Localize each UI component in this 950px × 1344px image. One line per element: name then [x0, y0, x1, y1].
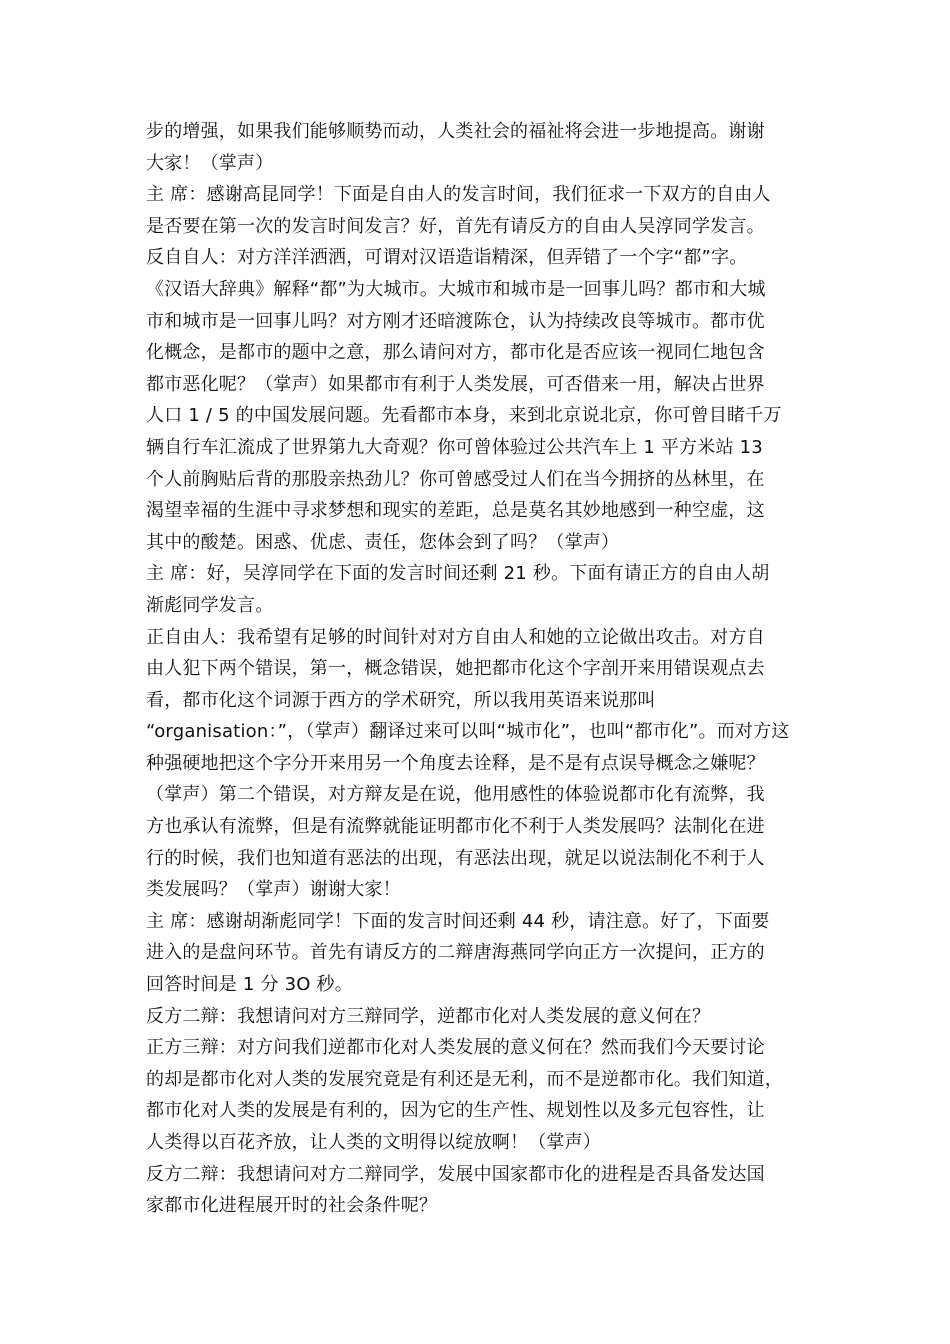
text-line: 大家！（掌声）: [146, 152, 274, 174]
text-line: 家都市化进程展开时的社会条件呢？: [146, 1195, 438, 1217]
text-line: 由人犯下两个错误，第一，概念错误，她把都市化这个字剖开来用错误观点去: [146, 658, 765, 680]
text-line: 是否要在第一次的发言时间发言？好，首先有请反方的自由人吴淳同学发言。: [146, 215, 765, 237]
text-line: 反方二辩：我想请问对方三辩同学，逆都市化对人类发展的意义何在？: [146, 1005, 711, 1027]
text-line: 市和城市是一回事儿吗？对方刚才还暗渡陈仓，认为持续改良等城市。都市优: [146, 310, 765, 332]
text-line: 《汉语大辞典》解释“都”为大城市。大城市和城市是一回事儿吗？都市和大城: [146, 278, 766, 300]
text-line: 行的时候，我们也知道有恶法的出现，有恶法出现，就足以说法制化不利于人: [146, 847, 765, 869]
text-line: 主 席：感谢高昆同学！下面是自由人的发言时间，我们征求一下双方的自由人: [146, 184, 771, 206]
debate-transcript: [146, 116, 826, 1222]
text-line: 人类得以百花齐放，让人类的文明得以绽放啊！（掌声）: [146, 1132, 601, 1153]
text-line: 人口 1 / 5 的中国发展问题。先看都市本身，来到北京说北京，你可曾目睹千万: [146, 405, 782, 427]
text-line: 正自由人：我希望有足够的时间针对对方自由人和她的立论做出攻击。对方自: [146, 626, 765, 648]
text-line: 回答时间是 1 分 3O 秒。: [146, 974, 353, 996]
text-line: 的却是都市化对人类的发展究竟是有利还是无利，而不是逆都市化。我们知道，: [146, 1068, 783, 1090]
text-line: 步的增强，如果我们能够顺势而动，人类社会的福祉将会进一步地提高。谢谢: [146, 121, 765, 142]
text-line: 类发展吗？（掌声）谢谢大家！: [146, 879, 401, 901]
text-line: 反方二辩：我想请问对方二辩同学，发展中国家都市化的进程是否具备发达国: [146, 1163, 765, 1185]
text-line: 个人前胸贴后背的那股亲热劲儿？你可曾感受过人们在当今拥挤的丛林里，在: [146, 468, 765, 490]
text-line: 进入的是盘问环节。首先有请反方的二辩唐海燕同学向正方一次提问，正方的: [146, 942, 765, 964]
text-line: 其中的酸楚。困惑、优虑、责任，您体会到了吗？（掌声）: [146, 531, 620, 553]
text-line: “organisation：”，（掌声）翻译过来可以叫“城市化”，也叫“都市化”。而对方这: [146, 721, 790, 743]
text-line: 种强硬地把这个字分开来用另一个角度去诠释，是不是有点误导概念之嫌呢？: [146, 752, 765, 774]
text-line: 辆自行车汇流成了世界第九大奇观？你可曾体验过公共汽车上 1 平方米站 13: [146, 436, 763, 458]
text-line: 渴望幸福的生涯中寻求梦想和现实的差距，总是莫名其妙地感到一种空虚，这: [146, 500, 765, 522]
text-line: 主 席：感谢胡渐彪同学！下面的发言时间还剩 44 秒，请注意。好了，下面要: [146, 910, 770, 932]
text-line: （掌声）第二个错误，对方辩友是在说，他用感性的体验说都市化有流弊，我: [146, 784, 765, 806]
text-line: 主 席：好，吴淳同学在下面的发言时间还剩 21 秒。下面有请正方的自由人胡: [146, 563, 770, 585]
text-line: 正方三辩：对方问我们逆都市化对人类发展的意义何在？然而我们今天要讨论: [146, 1037, 765, 1059]
text-line: 反自自人：对方洋洋洒洒，可谓对汉语造诣精深，但弄错了一个字“都”字。: [146, 247, 748, 269]
text-line: 方也承认有流弊，但是有流弊就能证明都市化不利于人类发展吗？法制化在进: [146, 816, 765, 838]
text-line: 都市恶化呢？（掌声）如果都市有利于人类发展，可否借来一用，解决占世界: [146, 373, 765, 395]
text-line: 都市化对人类的发展是有利的，因为它的生产性、规划性以及多元包容性，让: [146, 1100, 765, 1122]
text-line: 化概念，是都市的题中之意，那么请问对方，都市化是否应该一视同仁地包含: [146, 342, 765, 364]
text-line: 渐彪同学发言。: [146, 594, 274, 616]
text-line: 看，都市化这个词源于西方的学术研究，所以我用英语来说那叫: [146, 689, 656, 711]
